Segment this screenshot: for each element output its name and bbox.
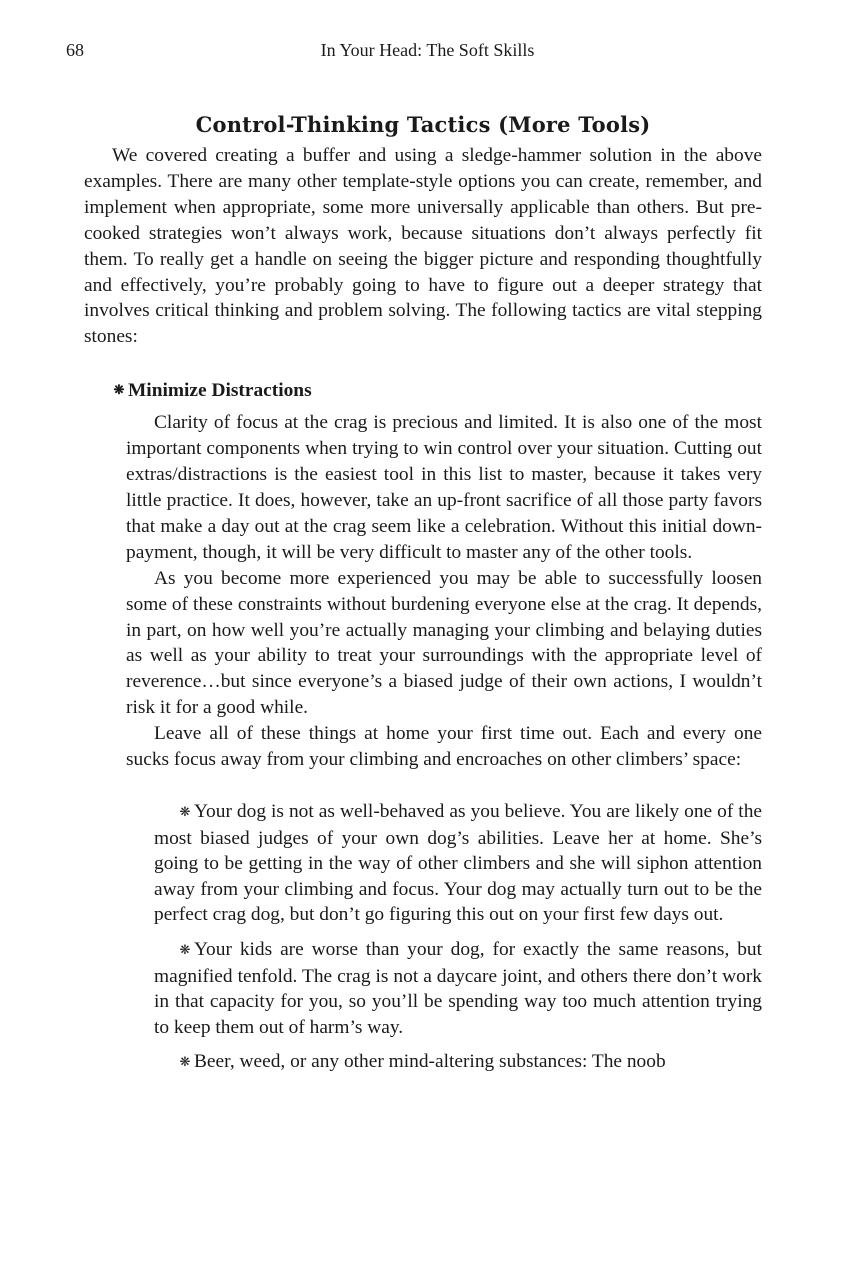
list-item [154,1049,762,1076]
section-heading: Control-Thinking Tactics (More Tools) [195,112,651,137]
page-content [84,112,762,1085]
list-item-text: Your kids are worse than your dog, for exactly the same reasons, but magnified tenfold. The crag is not a daycare joint, and others there don’t work in that capacity for you, so you’ll be spending way too much attention trying to keep them out of harm’s way. [154,938,762,1038]
subsection-body [126,410,762,773]
body-paragraph: As you become more experienced you may be able to successfully loosen some of these constraints without burdening everyone else at the crag. It depends, in part, on how well you’re actually managing your climbing and belaying duties as well as your ability to treat your surroundings with the appropriate level of reverence…but since everyone’s a biased judge of their own actions, I wouldn’t risk it for a good while. [126,567,762,719]
list-item-text: Beer, weed, or any other mind-altering substances: The noob [194,1051,666,1073]
page-number: 68 [66,40,84,60]
distraction-list [154,799,762,1076]
leaf-bullet-icon: ❋ [179,803,191,819]
body-paragraph: Leave all of these things at home your first time out. Each and every one sucks focus away from your climbing and encroaches on other climbers’ space: [126,723,762,771]
body-paragraph: Clarity of focus at the crag is precious and limited. It is also one of the most important components when trying to win control over your situation. Cutting out extras/distractions is the easiest tool in this list to master, because it takes very little practice. It does, however, take an up-front sacrifice of all those party favors that make a day out at the crag seem like a celebration. Without this initial down-payment, though, it will be very difficult to master any of the other tools. [126,412,762,563]
running-header [60,40,795,66]
running-title: In Your Head: The Soft Skills [320,40,535,60]
list-item [154,937,762,1040]
leaf-bullet-icon: ❋ [113,382,125,398]
subsection-heading [112,378,762,404]
subsection-title: Minimize Distractions [128,380,312,402]
list-item-text: Your dog is not as well-behaved as you believe. You are likely one of the most biased judges of your own dog’s abilities. Leave her at home. She’s going to be getting in the way of other climbers and she will siphon attention away from your climbing and focus. Your dog may actually turn out to be the perfect crag dog, but don’t go figuring this out on your first few days out. [154,800,762,926]
intro-paragraph: We covered creating a buffer and using a sledge-hammer solution in the above examples. There are many other template-style options you can create, remember, and implement when appropriate, some more universally applicable than others. But pre-cooked strategies won’t always work, because situations don’t always perfectly fit them. To really get a handle on seeing the bigger picture and responding thoughtfully and effectively, you’re probably going to have to figure out a deeper strategy that involves critical thinking and problem solving. The following tactics are vital stepping stones: [84,145,762,348]
leaf-bullet-icon: ❋ [179,1054,191,1070]
list-item [154,799,762,928]
leaf-bullet-icon: ❋ [179,941,191,957]
